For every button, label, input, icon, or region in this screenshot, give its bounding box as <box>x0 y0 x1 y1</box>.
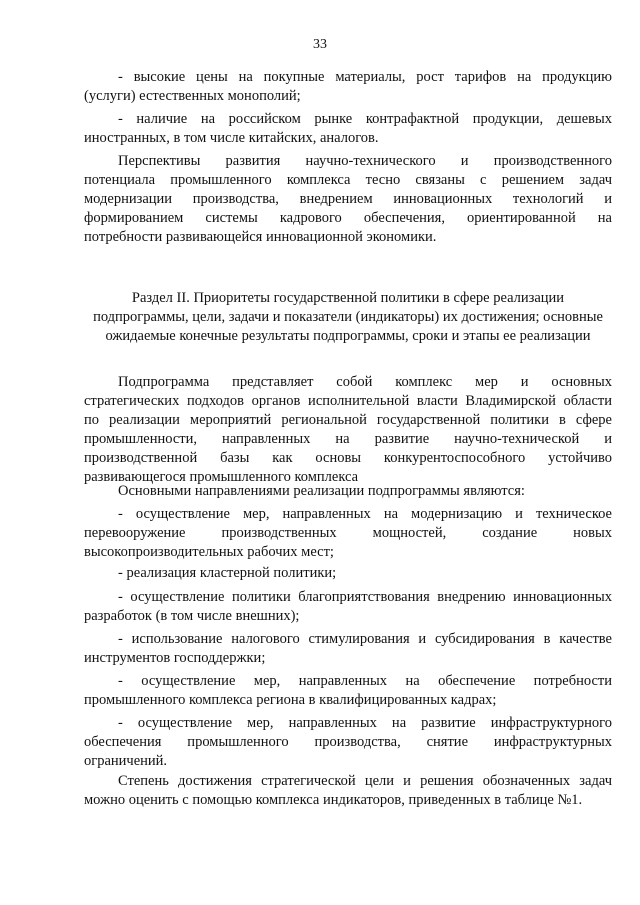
list-item-infrastructure <box>84 714 612 771</box>
text-line: высокопроизводительных рабочих мест; <box>84 544 334 560</box>
text-line: - высокие цены на покупные материалы, рост тарифов на продукцию <box>118 69 612 85</box>
list-item-high-prices <box>84 68 612 106</box>
text-line: Перспективы развития научно-технического и производственного <box>118 153 612 169</box>
list-item-innovation <box>84 588 612 626</box>
text-line: потенциала промышленного комплекса тесно связаны с решением задач <box>84 172 612 188</box>
text-line: потребности развивающейся инновационной экономики. <box>84 229 437 245</box>
text-line: разработок (в том числе внешних); <box>84 608 300 624</box>
text-line: инструментов господдержки; <box>84 650 266 666</box>
text-line: - осуществление мер, направленных на модернизацию и техническое <box>118 506 612 522</box>
heading-line: Раздел II. Приоритеты государственной политики в сфере реализации <box>131 290 565 306</box>
text-line: - использование налогового стимулирования и субсидирования в качестве <box>118 631 612 647</box>
paragraph-directions <box>84 482 612 501</box>
page-number: 33 <box>313 37 327 52</box>
text-line: можно оценить с помощью комплекса индикаторов, приведенных в таблице №1. <box>84 792 583 808</box>
text-line: - осуществление мер, направленных на обеспечение потребности <box>118 673 612 689</box>
text-line: обеспечения промышленного производства, снятие инфраструктурных <box>84 734 612 750</box>
text-line: (услуги) естественных монополий; <box>84 88 301 104</box>
text-line: ограничений. <box>84 753 168 769</box>
text-line: производственной базы как основы конкурентоспособного устойчиво <box>84 450 612 466</box>
text-line: Основными направлениями реализации подпрограммы являются: <box>118 483 525 499</box>
text-line: - осуществление политики благоприятствования внедрению инновационных <box>118 589 612 605</box>
text-line: промышленного комплекса региона в квалифицированных кадрах; <box>84 692 497 708</box>
text-line: Подпрограмма представляет собой комплекс мер и основных <box>118 374 612 390</box>
text-line: по реализации мероприятий региональной государственной политики в сфере <box>84 412 612 428</box>
text-line: перевооружение производственных мощностей, создание новых <box>84 525 612 541</box>
text-line: развивающегося промышленного комплекса <box>84 469 359 485</box>
list-item-personnel <box>84 672 612 710</box>
text-line: - наличие на российском рынке контрафактной продукции, дешевых <box>118 111 612 127</box>
text-line: формированием системы кадрового обеспечения, ориентированной на <box>84 210 612 226</box>
heading-line: ожидаемые конечные результаты подпрограммы, сроки и этапы ее реализации <box>105 328 591 344</box>
paragraph-prospects <box>84 152 612 247</box>
list-item-cluster <box>84 564 612 583</box>
heading-line: подпрограммы, цели, задачи и показатели (индикаторы) их достижения; основные <box>93 309 603 325</box>
paragraph-indicators <box>84 772 612 810</box>
paragraph-subprogram <box>84 373 612 487</box>
section-heading <box>70 289 626 346</box>
list-item-tax <box>84 630 612 668</box>
text-line: промышленности, направленных на развитие научно-технической и <box>84 431 612 447</box>
text-line: иностранных, в том числе китайских, аналогов. <box>84 130 379 146</box>
text-line: модернизации производства, внедрением инновационных технологий и <box>84 191 612 207</box>
text-line: - реализация кластерной политики; <box>118 565 337 581</box>
text-line: - осуществление мер, направленных на развитие инфраструктурного <box>118 715 612 731</box>
list-item-modernization <box>84 505 612 562</box>
text-line: стратегических подходов органов исполнительной власти Владимирской области <box>84 393 612 409</box>
list-item-cheap-imports <box>84 110 612 148</box>
text-line: Степень достижения стратегической цели и решения обозначенных задач <box>118 773 612 789</box>
